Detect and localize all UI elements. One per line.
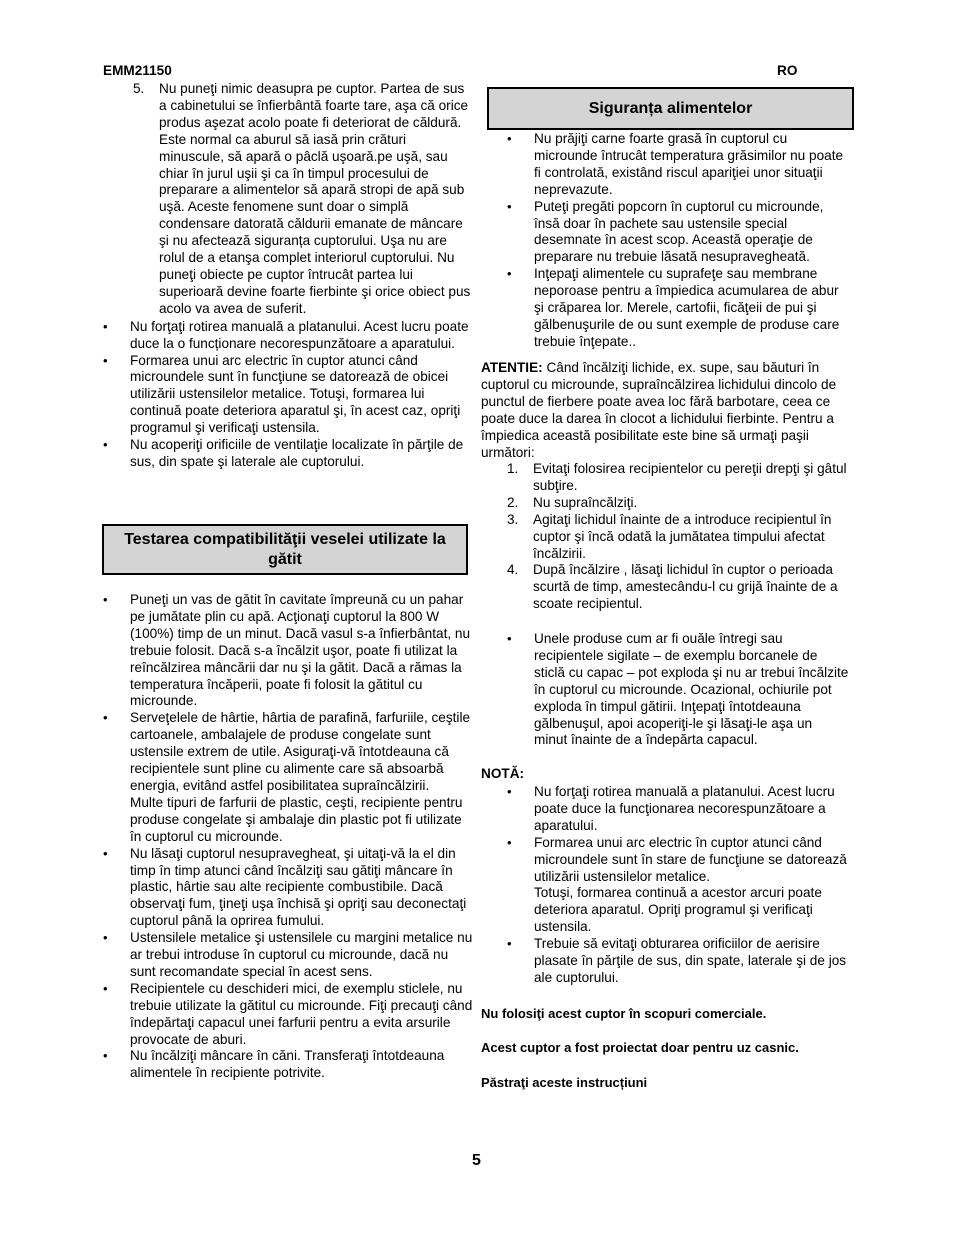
- item-extra-text: Totuşi, formarea continuă a acestor arcuri poate deteriora aparatul. Opriţi programul şi verificaţi ustensila.: [534, 885, 822, 935]
- step-text: Nu supraîncălziţi.: [533, 494, 638, 510]
- attention-text-block: [481, 360, 853, 461]
- list-item: • Nu prăjiţi carne foarte grasă în cuptorul cu microunde întrucât temperatura grăsimilor nu poate fi controlată, existând riscul apariţiei unor situaţii neprevazute.: [507, 131, 847, 199]
- step-number: 4.: [507, 562, 519, 578]
- attention-paragraph: [481, 360, 853, 461]
- step-number: 1.: [507, 461, 519, 476]
- list-item: • Nu acoperiţi orificiile de ventilaţie localizate în părţile de sus, din spate şi laterale ale cuptorului.: [103, 437, 473, 471]
- step-text: Evitaţi folosirea recipientelor cu pereţii drepţi şi gâtul subţire.: [533, 461, 847, 493]
- list-item: • Nu forţaţi rotirea manuală a platanului. Acest lucru poate duce la o funcționare necorespunzătoare a aparatului.: [103, 319, 473, 353]
- left-column: [103, 81, 473, 471]
- step-number: 3.: [507, 511, 519, 527]
- language-code: RO: [777, 63, 798, 78]
- list-item: [103, 710, 473, 845]
- item-extra-text: Multe tipuri de farfurii de plastic, ceşti, recipiente pentru produse congelate şi ambalaje din plastic pot fi utilizate în cuptorul cu microunde.: [130, 794, 463, 844]
- right-column-top: [507, 131, 847, 351]
- list-item: • Unele produse cum ar fi ouăle întregi sau recipientele sigilate – de exemplu borcanele de sticlă cu capac – pot exploda şi nu ar trebui încălzite în cuptorul cu microunde. Ocazional, ochiurile pot exploda în timpul gătirii. Inţepaţi întotdeauna gălbenuşul, apoi acoperiţi-le şi lăsaţi-le aşa un minut înainte de a îndepărta capacul.: [507, 631, 849, 749]
- list-item: • Recipientele cu deschideri mici, de exemplu sticlele, nu trebuie utilizate la gătitul cu microunde. Fiţi precauţi când îndepărtaţi capacul unei farfurii pentru a evita arsurile provocate de aburi.: [103, 981, 473, 1049]
- final-note-household: Acest cuptor a fost proiectat doar pentru uz casnic.: [481, 1040, 799, 1055]
- step-text: Agitaţi lichidul înainte de a introduce recipientul în cuptor şi încă odată la jumătatea timpului afectat încălzirii.: [533, 511, 832, 561]
- list-item: • Inţepaţi alimentele cu suprafeţe sau membrane neporoase pentru a împiedica acumularea de abur şi crăparea lor. Merele, cartofii, ficăţeii de pui şi gălbenuşurile de ou sunt exemple de produse care trebuie înţepate..: [507, 266, 847, 351]
- list-item: [507, 495, 853, 512]
- section-title-text: Siguranța alimentelor: [588, 99, 753, 117]
- list-item: [507, 461, 853, 495]
- left-column-lower: [103, 592, 473, 1082]
- page-number: 5: [472, 1152, 481, 1169]
- list-item: [133, 81, 473, 318]
- right-bullet-list-1: [507, 131, 847, 351]
- eggs-bullet: [507, 631, 849, 749]
- left-numbered-list: [103, 81, 473, 318]
- eggs-bullet-list: [507, 631, 849, 749]
- list-item: [507, 835, 853, 936]
- right-steps: [507, 461, 853, 613]
- attention-label: ATENTIE:: [481, 360, 543, 375]
- list-item: • Nu forţaţi rotirea manuală a platanului. Acest lucru poate duce la funcţionarea necorespunzătoare a aparatului.: [507, 784, 853, 835]
- list-item: • Nu încălziţi mâncare în căni. Transferaţi întotdeauna alimentele în recipiente potrivite.: [103, 1048, 473, 1082]
- item-text: Nu puneţi nimic deasupra pe cuptor. Partea de sus a cabinetului se înfierbântă foarte tare, aşa că orice produs aşezat acolo poate fi deteriorat de căldură. Este normal ca aburul să iasă prin crături minuscule, să apară o pâclă uşoară.pe uşă, sau chiar în jurul uşii şi ca în timpul procesului de preparare a alimentelor să apară stropi de apă sub uşă. Aceste fenomene sunt doar o simplă condensare datorată căldurii emanate de mâncare şi nu afectează siguranța cuptorului. Uşa nu are rolul de a etanşa complet interiorul cuptorului. Nu puneţi obiecte pe cuptor întrucât partea lui superioară devine foarte fierbinte şi orice obiect pus acolo va avea de suferit.: [159, 81, 471, 316]
- list-item: [507, 562, 853, 613]
- list-item: • Nu lăsaţi cuptorul nesupravegheat, şi uitaţi-vă la el din timp în timp atunci când încălziţi sau gătiţi mâncare în plastic, hârtie sau alte recipiente combustibile. Dacă observaţi fum, ţineţi uşa închisă şi opriţi sau deconectaţi cuptorul până la oprirea fumului.: [103, 846, 473, 931]
- list-item: • Formarea unui arc electric în cuptor atunci când microundele sunt în funcţiune se datorează de obicei utilizării ustensilelor metalice. Totuşi, formarea lui continuă poate deteriora aparatul şi, în acest caz, opriţi programul şi verificaţi ustensila.: [103, 353, 473, 438]
- model-number: EMM21150: [103, 63, 172, 78]
- section-title-food-safety: [487, 87, 854, 130]
- note-bullet-list: [507, 784, 853, 987]
- list-item: • Puneţi un vas de gătit în cavitate împreună cu un pahar pe jumătate plin cu apă. Acţionaţi cuptorul la 800 W (100%) timp de un minut. Dacă vasul s-a înfierbântat, nu trebuie folosit. Dacă s-a încălzit uşor, poate fi utilizat la reîncălzirea mâncării dar nu şi la gătit. Dacă a rămas la temperatura încăperii, poate fi folosit la gătitul cu microunde.: [103, 592, 473, 710]
- list-item: • Puteţi pregăti popcorn în cuptorul cu microunde, însă doar în pachete sau ustensile special desemnate în acest scop. Această operaţie de preparare nu trebuie lăsată nesupravegheată.: [507, 199, 847, 267]
- note-label: NOTĂ:: [481, 766, 525, 781]
- step-number: 2.: [507, 494, 519, 510]
- final-note-keep-instructions: Păstraţi aceste instrucțiuni: [481, 1075, 648, 1090]
- left-bullet-list-2: [103, 592, 473, 1082]
- item-text: • Serveţelele de hârtie, hârtia de parafină, farfuriile, ceştile cartoanele, ambalajele de produse congelate sunt ustensile extrem de utile. Asiguraţi-vă întotdeauna că recipientele sunt pline cu alimente care să absoarbă energia, evitând astfel posibilitatea supraîncălzirii.: [130, 710, 471, 793]
- item-number: 5.: [133, 81, 145, 96]
- attention-text: Când încălziţi lichide, ex. supe, sau băuturi în cuptorul cu microunde, supraîncălzirea lichidului dincolo de punctul de fierbere poate avea loc fără barbotare, ceea ce poate duce la darea în clocot a lichidului fierbinte. Pentru a împiedica această posibilitate este bine să urmaţi paşii următori:: [481, 360, 837, 460]
- list-item: • Trebuie să evitaţi obturarea orificiilor de aerisire plasate în părţile de sus, din spate, laterale şi de jos ale cuptorului.: [507, 936, 853, 987]
- item-text: • Formarea unui arc electric în cuptor atunci când microundele sunt în stare de funcţiune se datorează utilizării ustensilelor metalice.: [534, 834, 847, 884]
- note-bullets: [507, 784, 853, 987]
- list-item: [507, 512, 853, 563]
- step-text: După încălzire , lăsaţi lichidul în cuptor o perioada scurtă de timp, amestecându-l cu grijă înainte de a scoate recipientul.: [533, 562, 838, 612]
- section-title-text: Testarea compatibilităţii veselei utilizate la gătit: [124, 530, 446, 568]
- final-note-commercial: Nu folosiţi acest cuptor în scopuri comerciale.: [481, 1006, 767, 1021]
- steps-list: [507, 461, 853, 613]
- left-bullet-list-1: [103, 319, 473, 471]
- list-item: • Ustensilele metalice şi ustensilele cu margini metalice nu ar trebui introduse în cuptorul cu microunde, dacă nu sunt recomandate special în acest sens.: [103, 930, 473, 981]
- section-title-compatibility: [102, 524, 468, 575]
